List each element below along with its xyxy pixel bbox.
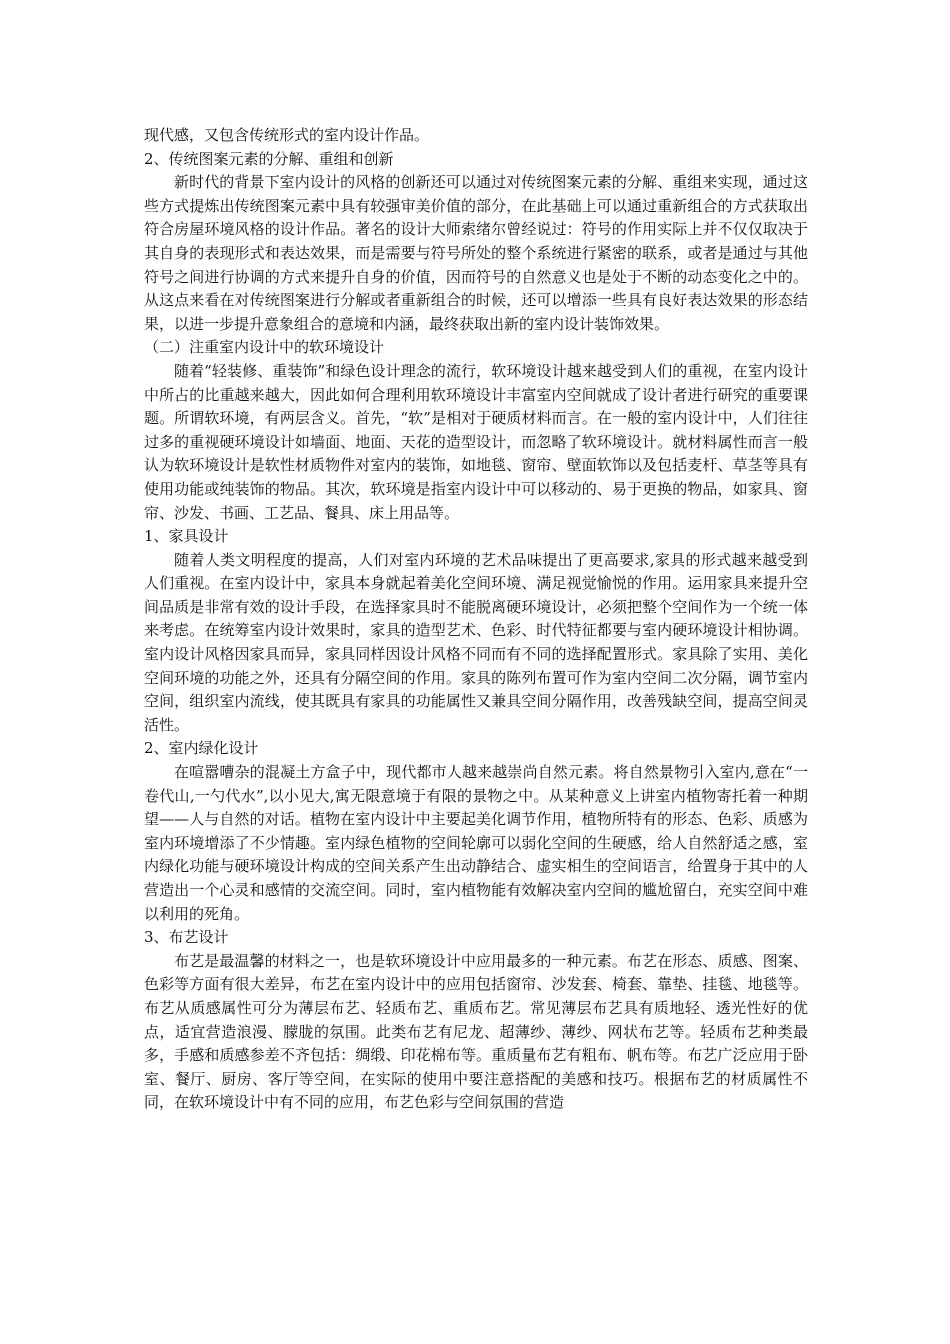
document-page [144, 124, 808, 1115]
continuation-paragraph: 现代感，又包含传统形式的室内设计作品。 [144, 126, 430, 144]
section-heading-greening: 2、室内绿化设计 [144, 739, 259, 758]
body-paragraph-furniture: 随着人类文明程度的提高，人们对室内环境的艺术品味提出了更高要求,家具的形式越来越受到人们重视。在室内设计中，家具本身就起着美化空间环境、满足视觉愉悦的作用。运用家具来提升空间品质是非常有效的设计手段，在选择家具时不能脱离硬环境设计，必须把整个空间作为一个统一体来考虑。在统筹室内设计效果时，家具的造型艺术、色彩、时代特征都要与室内硬环境设计相协调。室内设计风格因家具而异，家具同样因设计风格不同而有不同的选择配置形式。家具除了实用、美化空间环境的功能之外，还具有分隔空间的作用。家具的陈列布置可作为室内空间二次分隔，调节室内空间，组织室内流线，使其既具有家具的功能属性又兼具空间分隔作用，改善残缺空间，提高空间灵活性。 [144, 550, 808, 734]
section-heading-soft-environment: （二）注重室内设计中的软环境设计 [144, 338, 385, 357]
section-heading-furniture: 1、家具设计 [144, 527, 229, 546]
body-paragraph-fabric: 布艺是最温馨的材料之一，也是软环境设计中应用最多的一种元素。布艺在形态、质感、图案、色彩等方面有很大差异，布艺在室内设计中的应用包括窗帘、沙发套、椅套、靠垫、挂毯、地毯等。布艺从质感属性可分为薄层布艺、轻质布艺、重质布艺。常见薄层布艺具有质地轻、透光性好的优点，适宜营造浪漫、朦胧的氛围。此类布艺有尼龙、超薄纱、薄纱、网状布艺等。轻质布艺种类最多，手感和质感参差不齐包括：绸缎、印花棉布等。重质量布艺有粗布、帆布等。布艺广泛应用于卧室、餐厅、厨房、客厅等空间，在实际的使用中要注意搭配的美感和技巧。根据布艺的材质属性不同，在软环境设计中有不同的应用，布艺色彩与空间氛围的营造 [144, 951, 808, 1112]
body-paragraph-soft-environment: 随着“轻装修、重装饰”和绿色设计理念的流行，软环境设计越来越受到人们的重视，在室内设计中所占的比重越来越大，因此如何合理利用软环境设计丰富室内空间就成了设计者进行研究的重要课题。所谓软环境，有两层含义。首先，“软”是相对于硬质材料而言。在一般的室内设计中，人们往往过多的重视硬环境设计如墙面、地面、天花的造型设计，而忽略了软环境设计。就材料属性而言一般认为软环境设计是软性材质物件对室内的装饰，如地毯、窗帘、壁面软饰以及包括麦杆、草茎等具有使用功能或纯装饰的物品。其次，软环境是指室内设计中可以移动的、易于更换的物品，如家具、窗帘、沙发、书画、工艺品、餐具、床上用品等。 [144, 361, 808, 522]
body-paragraph-greening: 在喧嚣嘈杂的混凝土方盒子中，现代都市人越来越崇尚自然元素。将自然景物引入室内,意在“一卷代山,一勺代水”,以小见大,寓无限意境于有限的景物之中。从某种意义上讲室内植物寄托着一种期望——人与自然的对话。植物在室内设计中主要起美化调节作用，植物所特有的形态、色彩、质感为室内环境增添了不少情趣。室内绿色植物的空间轮廓可以弱化空间的生硬感，给人自然舒适之感，室内绿化功能与硬环境设计构成的空间关系产生出动静结合、虚实相生的空间语言，给置身于其中的人营造出一个心灵和感情的交流空间。同时，室内植物能有效解决室内空间的尴尬留白，充实空间中难以利用的死角。 [144, 763, 808, 923]
section-heading-pattern-recombination: 2、传统图案元素的分解、重组和创新 [144, 149, 394, 168]
body-paragraph-pattern-recombination: 新时代的背景下室内设计的风格的创新还可以通过对传统图案元素的分解、重组来实现，通过这些方式提炼出传统图案元素中具有较强审美价值的部分，在此基础上可以通过重新组合的方式获取出符合房屋环境风格的设计作品。著名的设计大师索绪尔曾经说过：符号的作用实际上并不仅仅取决于其自身的表现形式和表达效果，而是需要与符号所处的整个系统进行紧密的联系，或者是通过与其他符号之间进行协调的方式来提升自身的价值，因而符号的自然意义也是处于不断的动态变化之中的。从这点来看在对传统图案进行分解或者重新组合的时候，还可以增添一些具有良好表达效果的形态结果，以进一步提升意象组合的意境和内涵，最终获取出新的室内设计装饰效果。 [144, 173, 808, 333]
section-heading-fabric: 3、布艺设计 [144, 928, 229, 947]
